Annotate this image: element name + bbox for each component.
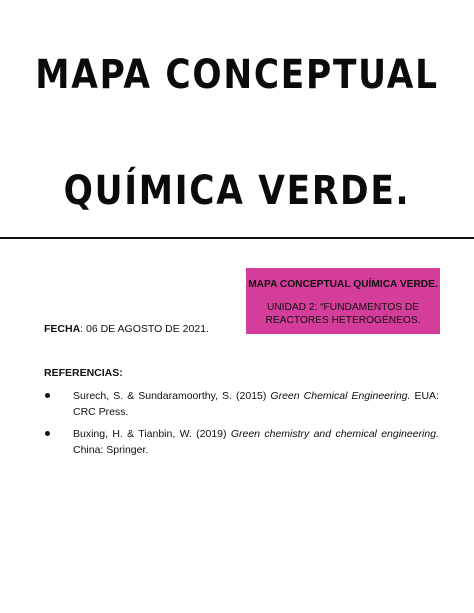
title-line-1: MAPA CONCEPTUAL: [35, 52, 439, 98]
bullet-icon: [45, 431, 50, 436]
reference-authors: Surech, S. & Sundaramoorthy, S. (2015): [73, 390, 271, 402]
title-line-2: QUÍMICA VERDE.: [63, 168, 411, 214]
horizontal-divider: [0, 237, 474, 239]
reference-item: [44, 426, 439, 458]
references-list: [44, 388, 439, 464]
box-title: MAPA CONCEPTUAL QUÍMICA VERDE.: [248, 279, 438, 290]
reference-publisher: EUA: CRC Press.: [73, 390, 439, 418]
box-unit-line-1: UNIDAD 2: “FUNDAMENTOS DE: [266, 302, 420, 313]
bullet-icon: [45, 393, 50, 398]
date-line: [44, 323, 209, 335]
reference-title: Green Chemical Engineering.: [270, 390, 411, 402]
date-label: FECHA: [44, 323, 81, 335]
reference-item: [44, 388, 439, 420]
box-unit-line-2: REACTORES HETEROGÉNEOS.: [265, 315, 421, 326]
references-heading: REFERENCIAS:: [44, 367, 123, 379]
reference-authors: Buxing, H. & Tianbin, W. (2019): [73, 428, 231, 440]
subject-box: [246, 268, 440, 334]
reference-publisher: China: Springer.: [73, 444, 149, 456]
date-value: : 06 DE AGOSTO DE 2021.: [80, 323, 209, 335]
reference-title: Green chemistry and chemical engineering.: [230, 428, 439, 440]
